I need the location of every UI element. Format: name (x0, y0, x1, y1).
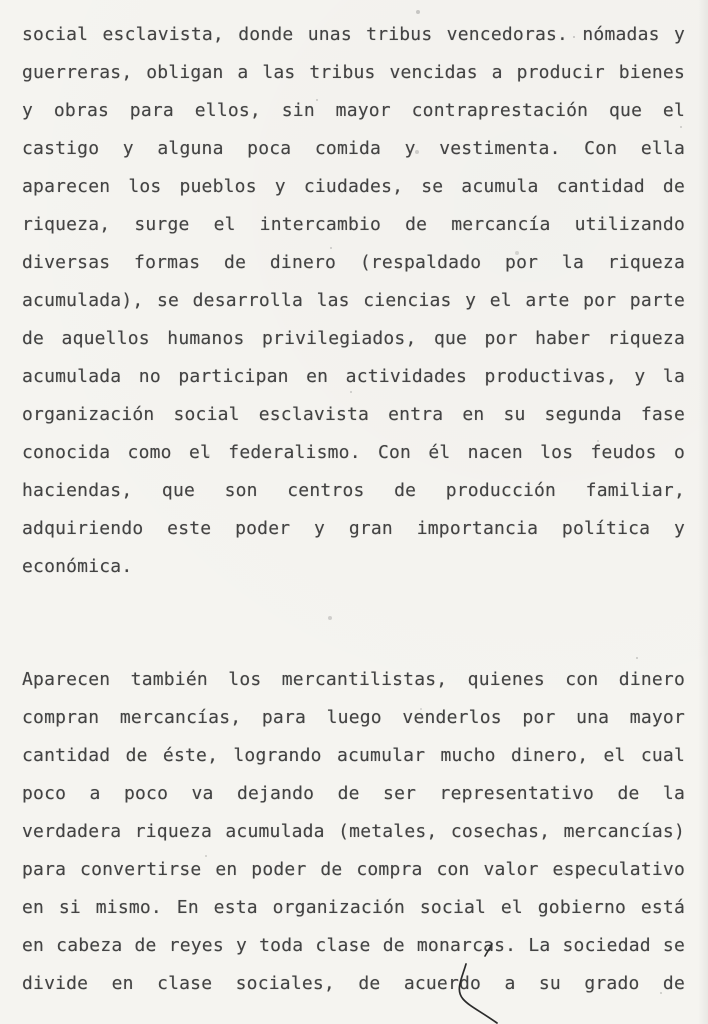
text-line: adquiriendo este poder y gran importancia política y (22, 518, 685, 539)
text-line: riqueza, surge el intercambio de mercancía utilizando (22, 214, 685, 235)
text-line: acumulada), se desarrolla las ciencias y el arte por parte (22, 290, 685, 311)
text-line: guerreras, obligan a las tribus vencidas a producir bienes (22, 62, 685, 83)
text-line: poco a poco va dejando de ser representativo de la (22, 783, 685, 804)
text-line: para convertirse en poder de compra con valor especulativo (22, 859, 685, 880)
text-line: diversas formas de dinero (respaldado por la riqueza (22, 252, 685, 273)
text-line: social esclavista, donde unas tribus vencedoras. nómadas y (22, 24, 685, 45)
text-line: en cabeza de reyes y toda clase de monarcas. La sociedad se (22, 935, 685, 956)
text-line: verdadera riqueza acumulada (metales, cosechas, mercancías) (22, 821, 685, 842)
text-line: castigo y alguna poca comida y vestimenta. Con ella (22, 138, 685, 159)
text-line: divide en clase sociales, de acuerdo a su grado de (22, 973, 685, 994)
paragraph-1 (22, 16, 685, 586)
text-line: aparecen los pueblos y ciudades, se acumula cantidad de (22, 176, 685, 197)
text-line: haciendas, que son centros de producción familiar, (22, 480, 685, 501)
scan-noise-specks (0, 0, 2, 2)
paragraph-2 (22, 661, 685, 1003)
text-line: Aparecen también los mercantilistas, quienes con dinero (22, 669, 685, 690)
text-line: en si mismo. En esta organización social el gobierno está (22, 897, 685, 918)
text-line: organización social esclavista entra en su segunda fase (22, 404, 685, 425)
text-line: y obras para ellos, sin mayor contraprestación que el (22, 100, 685, 121)
text-line: compran mercancías, para luego venderlos por una mayor (22, 707, 685, 728)
text-line: acumulada no participan en actividades productivas, y la (22, 366, 685, 387)
text-line: conocida como el federalismo. Con él nacen los feudos o (22, 442, 685, 463)
text-line: cantidad de éste, logrando acumular mucho dinero, el cual (22, 745, 685, 766)
text-line: económica. (22, 556, 133, 577)
text-line: de aquellos humanos privilegiados, que por haber riqueza (22, 328, 685, 349)
